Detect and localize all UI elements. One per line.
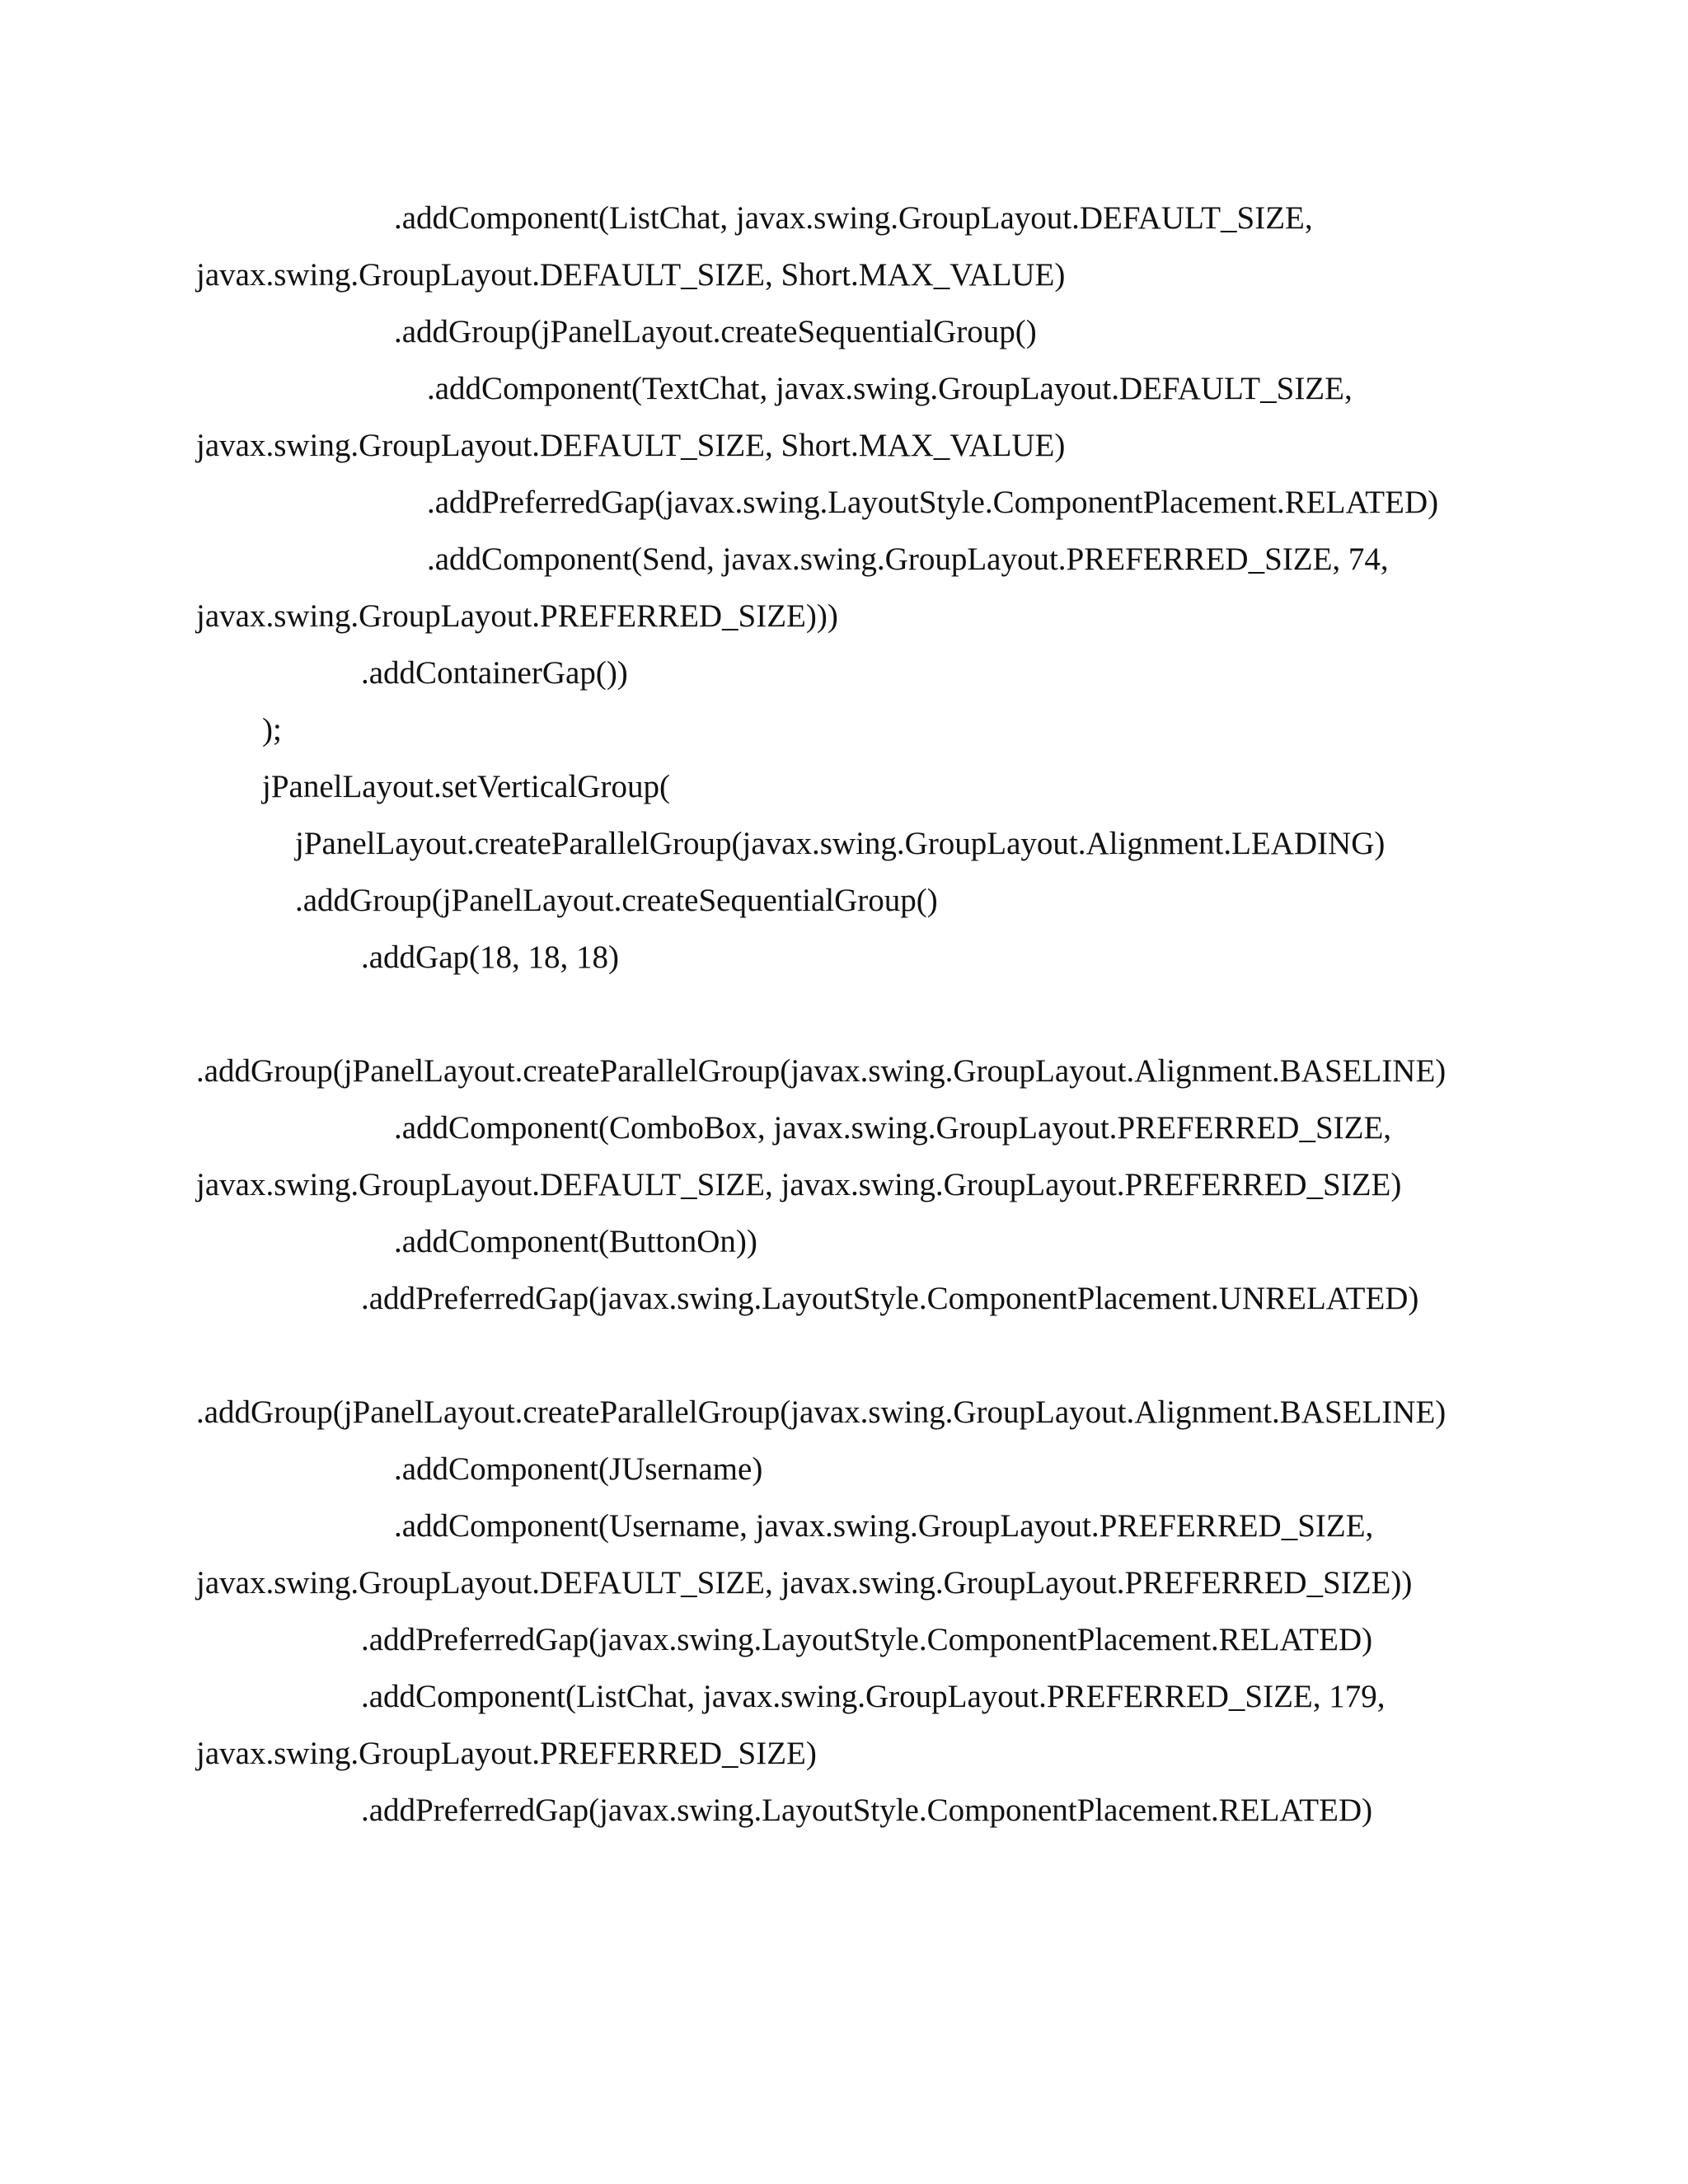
code-line: javax.swing.GroupLayout.PREFERRED_SIZE))) bbox=[196, 598, 838, 634]
code-line: .addComponent(TextChat, javax.swing.GroupLayout.DEFAULT_SIZE, bbox=[427, 371, 1353, 406]
code-line: .addPreferredGap(javax.swing.LayoutStyle.ComponentPlacement.RELATED) bbox=[361, 1793, 1373, 1828]
code-line: javax.swing.GroupLayout.DEFAULT_SIZE, javax.swing.GroupLayout.PREFERRED_SIZE) bbox=[196, 1167, 1402, 1202]
code-line: .addGap(18, 18, 18) bbox=[361, 940, 620, 975]
code-line: jPanelLayout.createParallelGroup(javax.swing.GroupLayout.Alignment.LEADING) bbox=[295, 826, 1386, 861]
code-line: .addComponent(ListChat, javax.swing.GroupLayout.PREFERRED_SIZE, 179, bbox=[361, 1679, 1386, 1714]
code-line: .addPreferredGap(javax.swing.LayoutStyle.ComponentPlacement.RELATED) bbox=[361, 1622, 1373, 1657]
code-line: .addGroup(jPanelLayout.createParallelGroup(javax.swing.GroupLayout.Alignment.BASELINE) bbox=[196, 1394, 1447, 1430]
code-line: .addGroup(jPanelLayout.createSequentialGroup() bbox=[394, 314, 1037, 349]
code-line: .addComponent(ButtonOn)) bbox=[394, 1224, 757, 1259]
code-line: .addContainerGap()) bbox=[361, 655, 628, 691]
code-line: javax.swing.GroupLayout.DEFAULT_SIZE, Short.MAX_VALUE) bbox=[196, 428, 1066, 463]
code-line: .addComponent(ComboBox, javax.swing.GroupLayout.PREFERRED_SIZE, bbox=[394, 1110, 1392, 1146]
code-line: javax.swing.GroupLayout.PREFERRED_SIZE) bbox=[196, 1736, 817, 1771]
code-line: .addComponent(Send, javax.swing.GroupLayout.PREFERRED_SIZE, 74, bbox=[427, 541, 1389, 577]
code-line: .addComponent(JUsername) bbox=[394, 1451, 763, 1487]
code-line: .addGroup(jPanelLayout.createSequentialGroup() bbox=[295, 883, 938, 918]
code-line: .addComponent(ListChat, javax.swing.GroupLayout.DEFAULT_SIZE, bbox=[394, 200, 1313, 236]
code-line: javax.swing.GroupLayout.DEFAULT_SIZE, javax.swing.GroupLayout.PREFERRED_SIZE)) bbox=[196, 1565, 1413, 1601]
code-line: .addPreferredGap(javax.swing.LayoutStyle.ComponentPlacement.UNRELATED) bbox=[361, 1281, 1419, 1316]
code-line: .addGroup(jPanelLayout.createParallelGroup(javax.swing.GroupLayout.Alignment.BASELINE) bbox=[196, 1053, 1447, 1089]
code-line: .addPreferredGap(javax.swing.LayoutStyle.ComponentPlacement.RELATED) bbox=[427, 485, 1439, 520]
code-line: .addComponent(Username, javax.swing.GroupLayout.PREFERRED_SIZE, bbox=[394, 1508, 1374, 1544]
code-line: javax.swing.GroupLayout.DEFAULT_SIZE, Short.MAX_VALUE) bbox=[196, 257, 1066, 293]
code-line: ); bbox=[262, 712, 282, 748]
code-line: jPanelLayout.setVerticalGroup( bbox=[262, 769, 670, 804]
